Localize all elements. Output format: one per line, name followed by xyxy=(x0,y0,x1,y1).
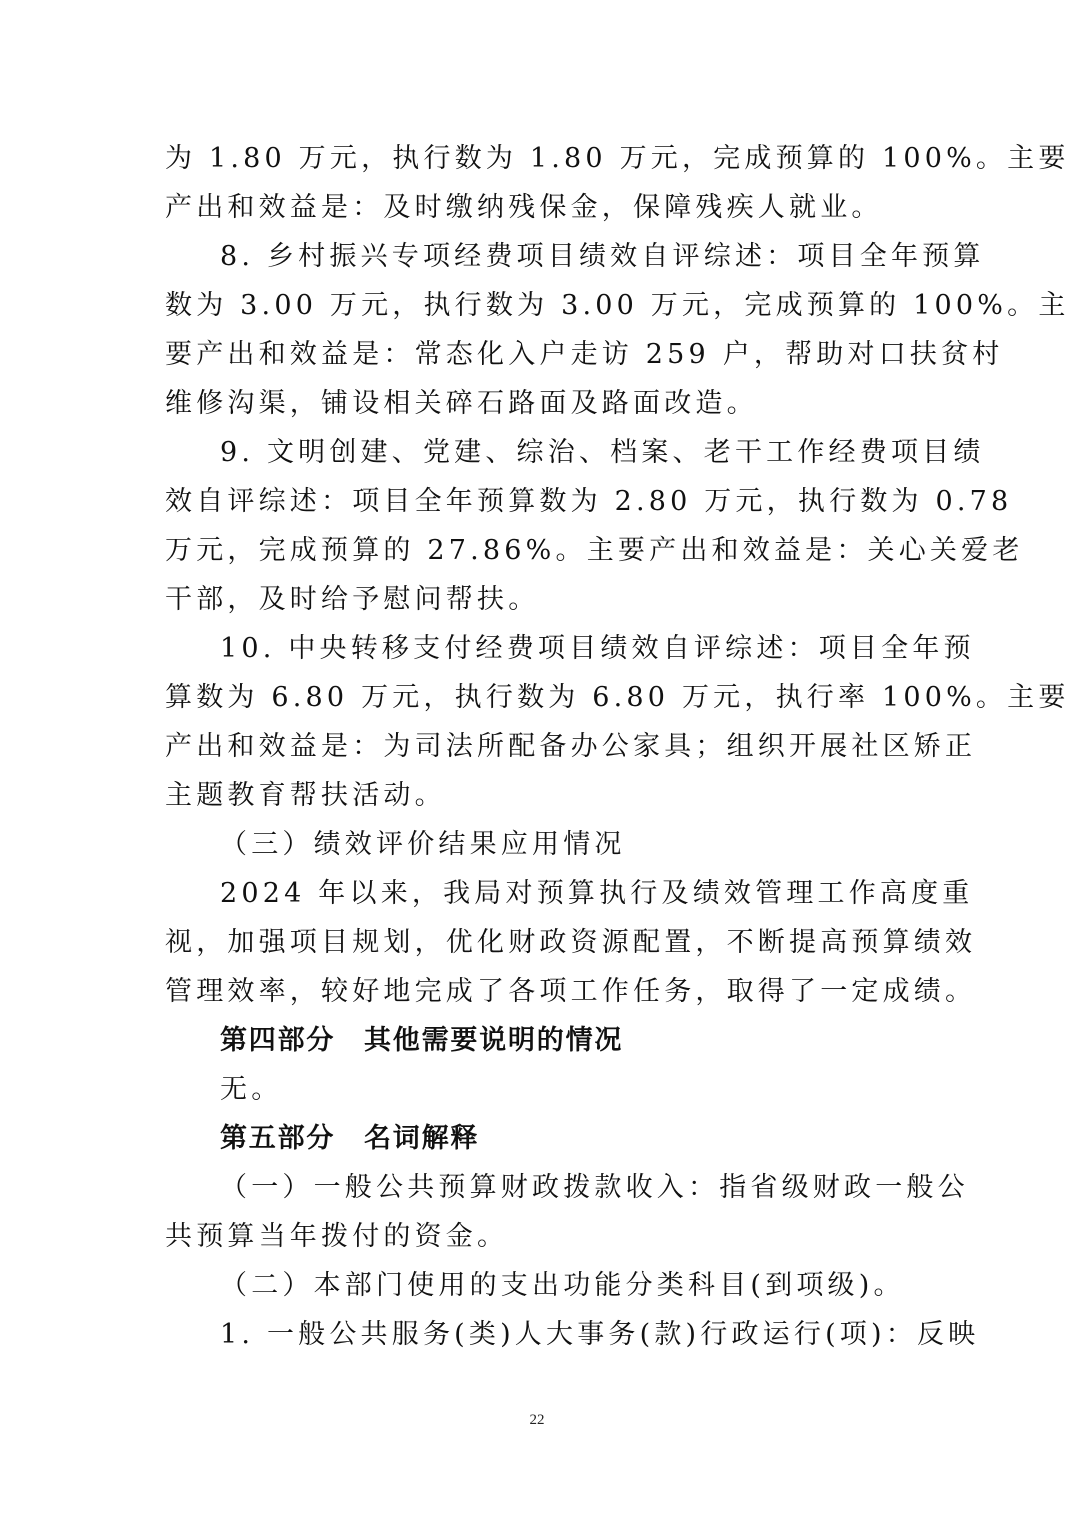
paragraph-line: 效自评综述：项目全年预算数为 2.80 万元，执行数为 0.78 xyxy=(165,486,1013,517)
paragraph-line: 无。 xyxy=(220,1074,283,1105)
paragraph-line: 8. 乡村振兴专项经费项目绩效自评综述：项目全年预算 xyxy=(220,241,985,272)
page-number: 22 xyxy=(529,1412,545,1428)
part-heading: 第五部分 名词解释 xyxy=(220,1123,480,1154)
paragraph-line: （二）本部门使用的支出功能分类科目(到项级)。 xyxy=(220,1270,905,1301)
paragraph-line: 要产出和效益是：常态化入户走访 259 户，帮助对口扶贫村 xyxy=(165,339,1004,370)
paragraph-line: 算数为 6.80 万元，执行数为 6.80 万元，执行率 100%。主要 xyxy=(165,682,1070,713)
section-subheading: （三）绩效评价结果应用情况 xyxy=(220,829,626,860)
paragraph-line: 9. 文明创建、党建、综治、档案、老干工作经费项目绩 xyxy=(220,437,985,468)
paragraph-line: 产出和效益是：及时缴纳残保金，保障残疾人就业。 xyxy=(165,192,883,223)
paragraph-line: 2024 年以来，我局对预算执行及绩效管理工作高度重 xyxy=(220,878,974,909)
paragraph-line: 10. 中央转移支付经费项目绩效自评综述：项目全年预 xyxy=(220,633,975,664)
paragraph-line: （一）一般公共预算财政拨款收入：指省级财政一般公 xyxy=(220,1172,969,1203)
paragraph-line: 主题教育帮扶活动。 xyxy=(165,780,446,811)
paragraph-line: 管理效率，较好地完成了各项工作任务，取得了一定成绩。 xyxy=(165,976,977,1007)
paragraph-line: 视，加强项目规划，优化财政资源配置，不断提高预算绩效 xyxy=(165,927,977,958)
paragraph-line: 干部，及时给予慰问帮扶。 xyxy=(165,584,540,615)
paragraph-line: 共预算当年拨付的资金。 xyxy=(165,1221,509,1252)
paragraph-line: 万元，完成预算的 27.86%。主要产出和效益是：关心关爱老 xyxy=(165,535,1024,566)
part-heading: 第四部分 其他需要说明的情况 xyxy=(220,1025,624,1056)
paragraph-line: 产出和效益是：为司法所配备办公家具；组织开展社区矫正 xyxy=(165,731,977,762)
paragraph-line: 为 1.80 万元，执行数为 1.80 万元，完成预算的 100%。主要 xyxy=(165,143,1070,174)
paragraph-line: 1. 一般公共服务(类)人大事务(款)行政运行(项)：反映 xyxy=(220,1319,980,1350)
paragraph-line: 维修沟渠，铺设相关碎石路面及路面改造。 xyxy=(165,388,758,419)
paragraph-line: 数为 3.00 万元，执行数为 3.00 万元，完成预算的 100%。主 xyxy=(165,290,1070,321)
